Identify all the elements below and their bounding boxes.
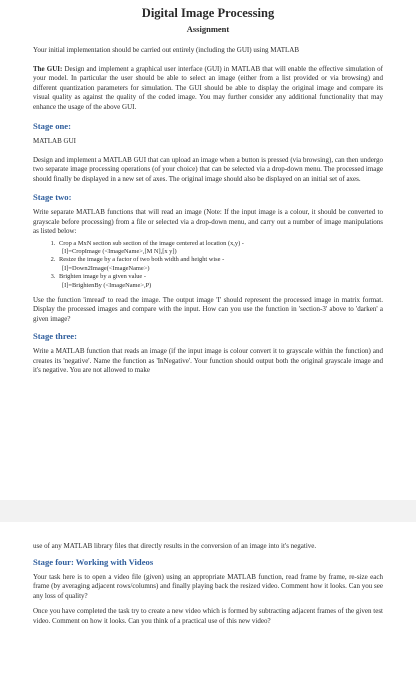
stage-four-paragraph: Your task here is to open a video file (given) using an appropriate MATLAB function, read frame by frame, re-size each frame (by averaging adjacent rows/columns) and finally playing back the resized video. Comment how it looks. Can you see any loss of quality? — [33, 572, 383, 600]
gui-label: The GUI: — [33, 64, 63, 73]
stage-two-paragraph-2: Use the function 'imread' to read the image. The output image 'I' should represent the processed image in matrix format. Display the processed images and compare with the input. How can you use the function in 'section-3' above to 'darken' a given image? — [33, 295, 383, 323]
list-item-command: [I]=CropImage (<ImageName>,[M N],[x y]) — [62, 247, 177, 255]
continuation-paragraph: use of any MATLAB library files that directly results in the conversion of an image into it's negative. — [33, 542, 317, 550]
stage-three-heading: Stage three: — [33, 331, 77, 342]
list-item-command: [I]=Down2Image(<ImageName>) — [62, 264, 150, 272]
stage-one-paragraph: Design and implement a MATLAB GUI that can upload an image when a button is pressed (via browsing), can then undergo two separate image processing operations (of your choice) that can be selected via a drop-down menu. The processed image should finally be displayed in a new set of axes. The original image should also be displayed on an initial set of axes. — [33, 155, 383, 183]
list-item — [57, 240, 383, 257]
list-item-text: Resize the image by a factor of two both width and height wise - — [59, 256, 225, 264]
list-item-text: Brighten image by a given value - — [59, 273, 146, 281]
stage-four-paragraph-2: Once you have completed the task try to create a new video which is formed by subtracting adjacent frames of the given test video. Comment on how it looks. Can you think of a practical use of this new video? — [33, 607, 383, 625]
manipulation-list — [33, 240, 383, 290]
document-page-2 — [0, 522, 416, 700]
document-subtitle: Assignment — [186, 24, 230, 34]
stage-one-subheading: MATLAB GUI — [33, 137, 76, 145]
stage-three-paragraph: Write a MATLAB function that reads an image (if the input image is colour convert it to grayscale within the function) and creates its 'negative'. Name the function as 'InNegative'. Your function should output both the original grayscale image and it's negative. You are not allowed to make — [33, 347, 383, 375]
list-item — [57, 273, 383, 290]
list-item — [57, 256, 383, 273]
list-item-command: [I]=BrightenBy (<ImageName>,P) — [62, 281, 152, 289]
document-title: Digital Image Processing — [141, 6, 275, 20]
list-item-text: Crop a MxN section sub section of the image centered at location (x,y) - — [59, 239, 244, 247]
stage-two-heading: Stage two: — [33, 192, 72, 202]
gui-paragraph — [33, 65, 383, 113]
stage-one-heading: Stage one: — [33, 121, 71, 131]
stage-two-paragraph: Write separate MATLAB functions that will read an image (Note: If the input image is a colour, it should be converted to grayscale before processing) from a file or selected via a drop-down menu, and carry out a number of image manipulations as listed below: — [33, 208, 383, 235]
stage-four-heading: Stage four: Working with Videos — [33, 556, 154, 567]
gui-text: Design and implement a graphical user interface (GUI) in MATLAB that will enable the effective simulation of your model. In particular the user should be able to select an image (either from a list provided or via browsing) and different quantization parameters for simulation. The GUI should be able to display the original image and compare its visual quality as against the quality of the coded image. You may further consider any additional functionality that may enhance the usage of the above GUI. — [33, 64, 383, 111]
intro-paragraph: Your initial implementation should be carried out entirely (including the GUI) using MATLAB — [33, 46, 300, 54]
